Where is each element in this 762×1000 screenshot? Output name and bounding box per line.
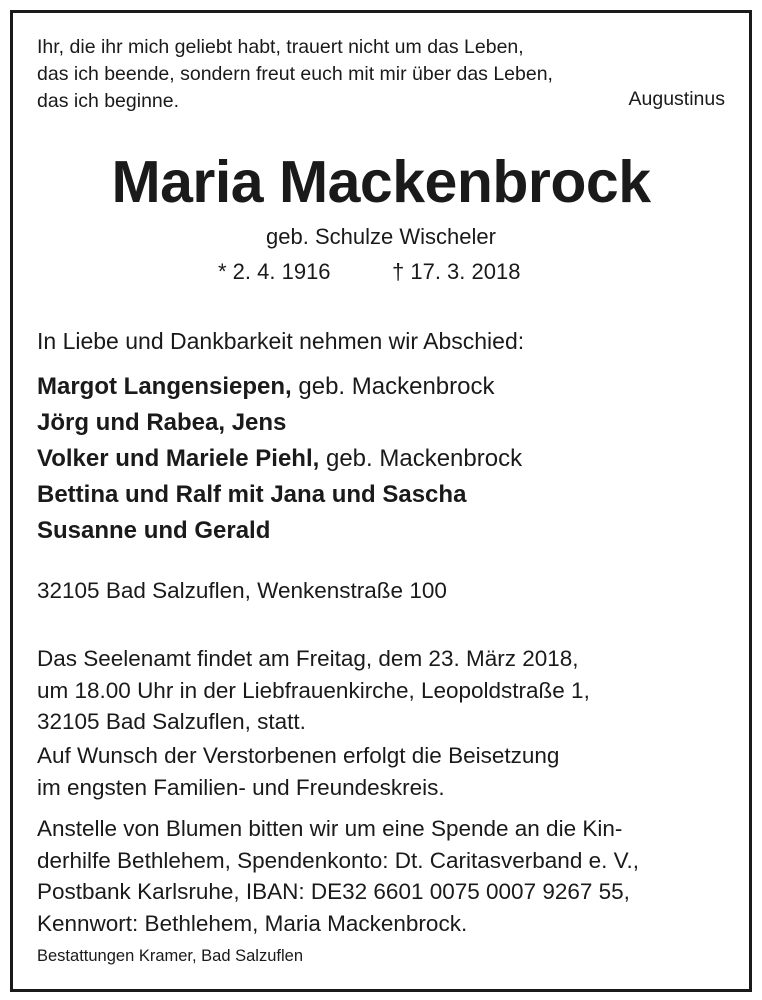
birth-name: geb. Schulze Wischeler bbox=[266, 224, 496, 249]
family-entry bbox=[37, 369, 522, 405]
family-list bbox=[37, 369, 522, 549]
family-name: Bettina und Ralf mit Jana und Sascha bbox=[37, 481, 467, 508]
service-line: Das Seelenamt findet am Freitag, dem 23. März 2018, bbox=[37, 646, 579, 671]
quote-line: Ihr, die ihr mich geliebt habt, trauert nicht um das Leben, bbox=[37, 36, 524, 58]
burial-info bbox=[37, 740, 559, 803]
quote-author: Augustinus bbox=[628, 88, 725, 110]
burial-line: Auf Wunsch der Verstorbenen erfolgt die Beisetzung bbox=[37, 743, 560, 768]
donation-line: Kennwort: Bethlehem, Maria Mackenbrock. bbox=[37, 910, 468, 936]
deceased-name: Maria Mackenbrock bbox=[111, 149, 651, 215]
family-entry bbox=[37, 477, 522, 513]
family-entry bbox=[37, 405, 522, 441]
quote-line: das ich beginne. bbox=[37, 90, 180, 112]
family-name: Jörg und Rabea, Jens bbox=[37, 409, 287, 436]
burial-line: im engsten Familien- und Freundeskreis. bbox=[37, 774, 445, 800]
address: 32105 Bad Salzuflen, Wenkenstraße 100 bbox=[37, 578, 447, 603]
family-name: Margot Langensiepen, bbox=[37, 373, 292, 400]
family-name: Susanne und Gerald bbox=[37, 517, 271, 544]
family-entry bbox=[37, 513, 522, 549]
family-entry bbox=[37, 441, 522, 477]
donation-line: Anstelle von Blumen bitten wir um eine Spende an die Kin- bbox=[37, 816, 623, 841]
family-name: Volker und Mariele Piehl, bbox=[37, 445, 320, 472]
service-info bbox=[37, 643, 590, 738]
birth-date: * 2. 4. 1916 bbox=[218, 259, 331, 284]
family-note: geb. Mackenbrock bbox=[319, 445, 523, 472]
farewell-intro: In Liebe und Dankbarkeit nehmen wir Abschied: bbox=[37, 328, 525, 354]
donation-info bbox=[37, 813, 639, 939]
quote-line: das ich beende, sondern freut euch mit mir über das Leben, bbox=[37, 63, 553, 85]
service-line: um 18.00 Uhr in der Liebfrauenkirche, Leopoldstraße 1, bbox=[37, 677, 590, 703]
death-date: † 17. 3. 2018 bbox=[392, 259, 521, 284]
quote bbox=[37, 34, 553, 115]
family-note: geb. Mackenbrock bbox=[291, 373, 495, 400]
service-line: 32105 Bad Salzuflen, statt. bbox=[37, 709, 306, 734]
undertaker: Bestattungen Kramer, Bad Salzuflen bbox=[37, 947, 303, 965]
donation-line: Postbank Karlsruhe, IBAN: DE32 6601 0075 0007 9267 55, bbox=[37, 879, 630, 904]
donation-line: derhilfe Bethlehem, Spendenkonto: Dt. Caritasverband e. V., bbox=[37, 847, 640, 873]
